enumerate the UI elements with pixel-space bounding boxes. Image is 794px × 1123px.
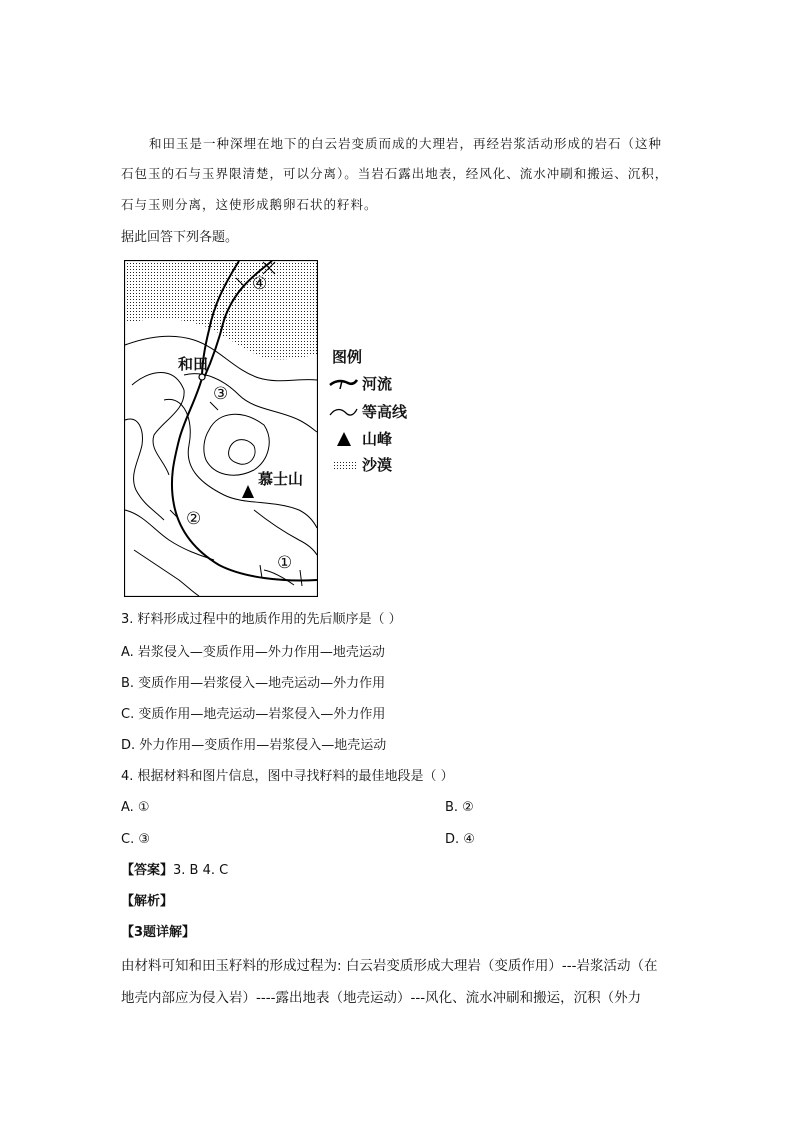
detail-line-1: 由材料可知和田玉籽料的形成过程为: 白云岩变质形成大理岩（变质作用）---岩浆活动（在 xyxy=(121,958,658,974)
detail-line-2: 地壳内部应为侵入岩）----露出地表（地壳运动）---风化、流水冲刷和搬运，沉积（外力 xyxy=(121,990,642,1006)
q3-option-c: C. 变质作用—地壳运动—岩浆侵入—外力作用 xyxy=(121,707,386,722)
legend-item-river xyxy=(328,373,428,395)
desert-dots-icon xyxy=(328,456,358,474)
question-4-stem: 4. 根据材料和图片信息，图中寻找籽料的最佳地段是（ ） xyxy=(121,769,454,784)
q3-option-b: B. 变质作用—岩浆侵入—地壳运动—外力作用 xyxy=(121,676,386,691)
map-legend xyxy=(328,346,418,476)
q4-option-b: B. ② xyxy=(445,800,474,815)
legend-item-contour xyxy=(328,401,428,423)
marker-4: ④ xyxy=(252,274,268,294)
passage-line-3: 石与玉则分离，这使形成鹅卵石状的籽料。 xyxy=(121,197,378,212)
marker-3: ③ xyxy=(213,384,229,404)
legend-item-desert xyxy=(328,454,428,476)
answer-line xyxy=(121,861,228,881)
legend-title: 图例 xyxy=(332,348,363,366)
prompt-text: 据此回答下列各题。 xyxy=(121,230,239,245)
river-symbol-icon xyxy=(328,375,358,393)
passage-line-1: 和田玉是一种深埋在地下的白云岩变质而成的大理岩，再经岩浆活动形成的岩石（这种 xyxy=(149,136,663,151)
answer-text: 3. B 4. C xyxy=(173,863,229,878)
marker-2: ② xyxy=(186,509,202,529)
legend-label: 河流 xyxy=(362,375,393,393)
legend-label: 等高线 xyxy=(362,403,408,421)
q4-option-a: A. ① xyxy=(121,800,150,815)
marker-1: ① xyxy=(277,553,293,573)
legend-label: 沙漠 xyxy=(362,456,393,474)
legend-item-peak xyxy=(328,428,428,450)
answer-label: 【答案】 xyxy=(121,863,174,878)
q3-option-d: D. 外力作用—变质作用—岩浆侵入—地壳运动 xyxy=(121,738,387,753)
contour-symbol-icon xyxy=(328,403,358,421)
city-marker xyxy=(199,374,205,380)
legend-label: 山峰 xyxy=(362,430,393,448)
passage-line-2: 石包玉的石与玉界限清楚，可以分离）。当岩石露出地表，经风化、流水冲刷和搬运、沉积， xyxy=(121,166,669,181)
analysis-label: 【解析】 xyxy=(121,894,174,909)
hotan-map xyxy=(124,260,318,597)
city-label: 和田 xyxy=(178,355,209,373)
q4-option-d: D. ④ xyxy=(445,832,475,847)
question-3-stem: 3. 籽料形成过程中的地质作用的先后顺序是（ ） xyxy=(121,612,402,627)
q4-option-c: C. ③ xyxy=(121,832,150,847)
mountain-label: 慕士山 xyxy=(258,470,304,488)
peak-triangle-icon xyxy=(328,430,358,448)
q3-option-a: A. 岩浆侵入—变质作用—外力作用—地壳运动 xyxy=(121,645,385,660)
detail-label: 【3题详解】 xyxy=(121,925,196,940)
